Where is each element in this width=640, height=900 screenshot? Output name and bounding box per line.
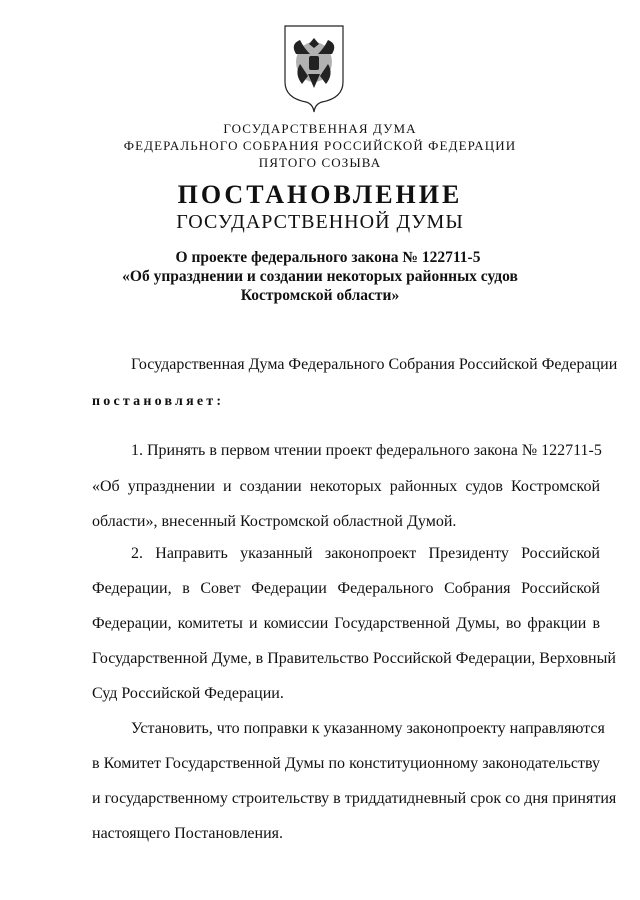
org-line-1: ГОСУДАРСТВЕННАЯ ДУМА: [223, 121, 417, 136]
subject-line-1: О проекте федерального закона № 122711-5: [175, 249, 481, 266]
doc-type-subtitle: ГОСУДАРСТВЕННОЙ ДУМЫ: [176, 211, 464, 233]
preamble: Государственная Дума Федерального Собрания Российской Федерации: [131, 356, 618, 373]
org-line-2: ФЕДЕРАЛЬНОГО СОБРАНИЯ РОССИЙСКОЙ ФЕДЕРАЦИИ: [123, 138, 517, 153]
subject-line-3: Костромской области»: [240, 287, 400, 304]
item2-line: Суд Российской Федерации.: [92, 685, 284, 702]
item3-line: и государственному строительству в триддатидневный срок со дня принятия: [92, 790, 617, 807]
org-line-3: ПЯТОГО СОЗЫВА: [258, 155, 382, 170]
item3-line: в Комитет Государственной Думы по конституционному законодательству: [92, 755, 600, 772]
resolves-word: постановляет:: [92, 394, 225, 409]
item1-line: области», внесенный Костромской областной Думой.: [92, 513, 457, 530]
item2-line: Федерации, в Совет Федерации Федерального Собрания Российской: [92, 580, 600, 597]
subject-line-2: «Об упразднении и создании некоторых районных судов: [122, 268, 518, 285]
item1-line: 1. Принять в первом чтении проект федерального закона № 122711-5: [131, 442, 602, 459]
item2-line: Государственной Думе, в Правительство Российской Федерации, Верховный: [92, 650, 616, 667]
item1-line: «Об упразднении и создании некоторых районных судов Костромской: [92, 478, 600, 495]
russian-coat-of-arms-icon: [282, 24, 346, 114]
item3-line: настоящего Постановления.: [92, 825, 284, 842]
item2-line: Федерации, комитеты и комиссии Государственной Думы, во фракции в: [92, 615, 600, 632]
item3-line: Установить, что поправки к указанному законопроекту направляются: [131, 720, 605, 737]
item2-line: 2. Направить указанный законопроект Президенту Российской: [131, 545, 600, 562]
doc-type-title: ПОСТАНОВЛЕНИЕ: [177, 180, 463, 209]
